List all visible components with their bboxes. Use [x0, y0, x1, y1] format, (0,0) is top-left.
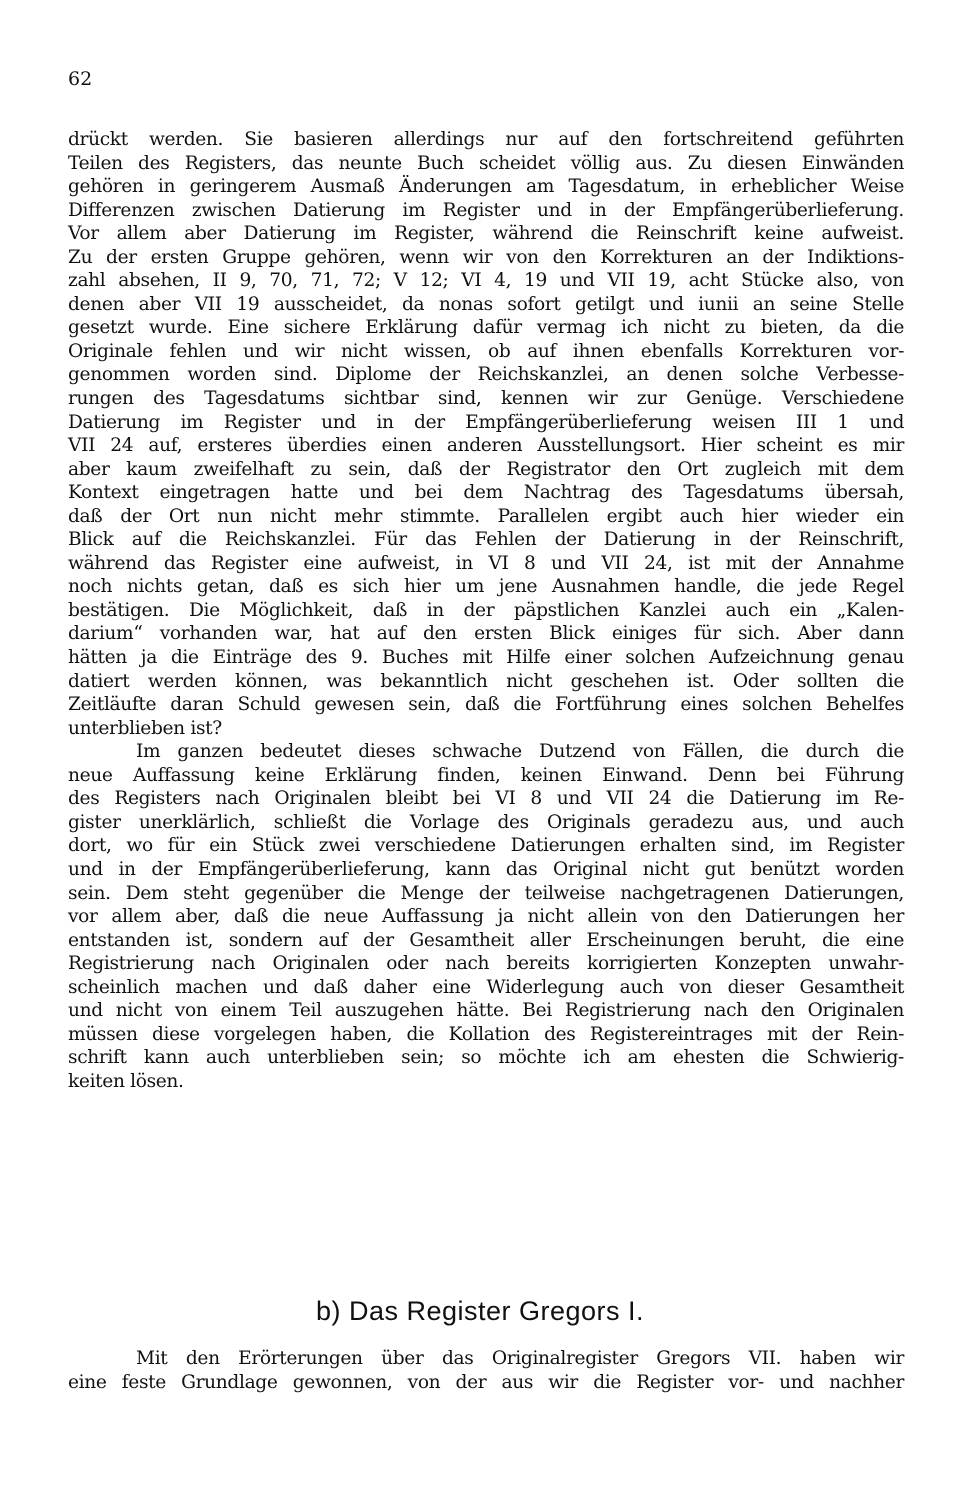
text-line: und nicht von einem Teil auszugehen hätte. Bei Registrierung nach den Originalen	[68, 1000, 904, 1022]
text-line: Blick auf die Reichskanzlei. Für das Fehlen der Datierung in der Reinschrift,	[68, 529, 904, 551]
text-line: Teilen des Registers, das neunte Buch scheidet völlig aus. Zu diesen Einwänden	[68, 152, 904, 174]
text-line: gister unerklärlich, schließt die Vorlage des Originals geradezu aus, und auch	[68, 811, 904, 833]
text-line: Kontext eingetragen hatte und bei dem Nachtrag des Tagesdatums übersah,	[68, 482, 904, 504]
text-line: und in der Empfängerüberlieferung, kann das Original nicht gut benützt worden	[68, 858, 904, 880]
text-line: bestätigen. Die Möglichkeit, daß in der päpstlichen Kanzlei auch ein „Kalen-	[68, 599, 904, 621]
text-line: Vor allem aber Datierung im Register, während die Reinschrift keine aufweist.	[68, 223, 904, 245]
text-line: drückt werden. Sie basieren allerdings nur auf den fortschreitend geführten	[68, 129, 904, 150]
text-line: dort, wo für ein Stück zwei verschiedene Datierungen erhalten sind, im Register	[68, 835, 904, 857]
text-line: vor allem aber, daß die neue Auffassung ja nicht allein von den Datierungen her	[68, 906, 904, 928]
text-line: des Registers nach Originalen bleibt bei VI 8 und VII 24 die Datierung im Re-	[68, 788, 904, 810]
body-text	[68, 128, 904, 1093]
text-line: Mit den Erörterungen über das Originalregister Gregors VII. haben wir	[136, 1348, 904, 1369]
text-line: sein. Dem steht gegenüber die Menge der teilweise nachgetragenen Datierungen,	[68, 882, 904, 904]
text-line: neue Auffassung keine Erklärung finden, keinen Einwand. Denn bei Führung	[68, 764, 904, 786]
text-line: denen aber VII 19 ausscheidet, da nonas sofort getilgt und iunii an seine Stelle	[68, 293, 904, 315]
text-line: Datierung im Register und in der Empfängerüberlieferung weisen III 1 und	[68, 411, 904, 433]
text-line: gesetzt wurde. Eine sichere Erklärung dafür vermag ich nicht zu bieten, da die	[68, 317, 904, 339]
text-line: darium“ vorhanden war, hat auf den ersten Blick einiges für sich. Aber dann	[68, 623, 904, 645]
text-line: keiten lösen.	[68, 1070, 184, 1092]
text-line: während das Register eine aufweist, in VI 8 und VII 24, ist mit der Annahme	[68, 552, 904, 574]
text-line: datiert werden können, was bekanntlich nicht geschehen ist. Oder sollten die	[68, 670, 904, 692]
text-line: noch nichts getan, daß es sich hier um jene Ausnahmen handle, die jede Regel	[68, 576, 904, 598]
section-heading: b) Das Register Gregors I.	[315, 1296, 645, 1326]
text-line: Registrierung nach Originalen oder nach bereits korrigierten Konzepten unwahr-	[68, 953, 904, 975]
text-line: müssen diese vorgelegen haben, die Kollation des Registereintrages mit der Rein-	[68, 1023, 904, 1045]
text-line: Im ganzen bedeutet dieses schwache Dutzend von Fällen, die durch die	[136, 741, 904, 763]
text-line: unterblieben ist?	[68, 717, 222, 739]
text-line: Originale fehlen und wir nicht wissen, ob auf ihnen ebenfalls Korrekturen vor-	[68, 340, 904, 362]
text-line: aber kaum zweifelhaft zu sein, daß der Registrator den Ort zugleich mit dem	[68, 458, 904, 480]
text-line: schrift kann auch unterblieben sein; so möchte ich am ehesten die Schwierig-	[68, 1047, 904, 1069]
text-line: VII 24 auf, ersteres überdies einen anderen Ausstellungsort. Hier scheint es mir	[68, 435, 904, 457]
text-line: hätten ja die Einträge des 9. Buches mit Hilfe einer solchen Aufzeichnung genau	[68, 647, 904, 669]
text-line: Zeitläufte daran Schuld gewesen sein, daß die Fortführung eines solchen Behelfes	[68, 694, 904, 716]
page-number: 62	[68, 68, 93, 90]
text-line: Zu der ersten Gruppe gehören, wenn wir von den Korrekturen an der Indiktions-	[68, 246, 904, 268]
text-line: daß der Ort nun nicht mehr stimmte. Parallelen ergibt auch hier wieder ein	[68, 505, 904, 527]
text-line: zahl absehen, II 9, 70, 71, 72; V 12; VI 4, 19 und VII 19, acht Stücke also, von	[68, 270, 904, 292]
text-line: gehören in geringerem Ausmaß Änderungen am Tagesdatum, in erheblicher Weise	[68, 176, 904, 198]
text-line: genommen worden sind. Diplome der Reichskanzlei, an denen solche Verbesse-	[68, 364, 904, 386]
section-text	[68, 1347, 904, 1394]
text-line: Differenzen zwischen Datierung im Register und in der Empfängerüberlieferung.	[68, 199, 904, 221]
text-line: eine feste Grundlage gewonnen, von der aus wir die Register vor- und nachher	[68, 1371, 904, 1393]
text-line: entstanden ist, sondern auf der Gesamtheit aller Erscheinungen beruht, die eine	[68, 929, 904, 951]
text-line: scheinlich machen und daß daher eine Widerlegung auch von dieser Gesamtheit	[68, 976, 904, 998]
text-line: rungen des Tagesdatums sichtbar sind, kennen wir zur Genüge. Verschiedene	[68, 388, 904, 410]
